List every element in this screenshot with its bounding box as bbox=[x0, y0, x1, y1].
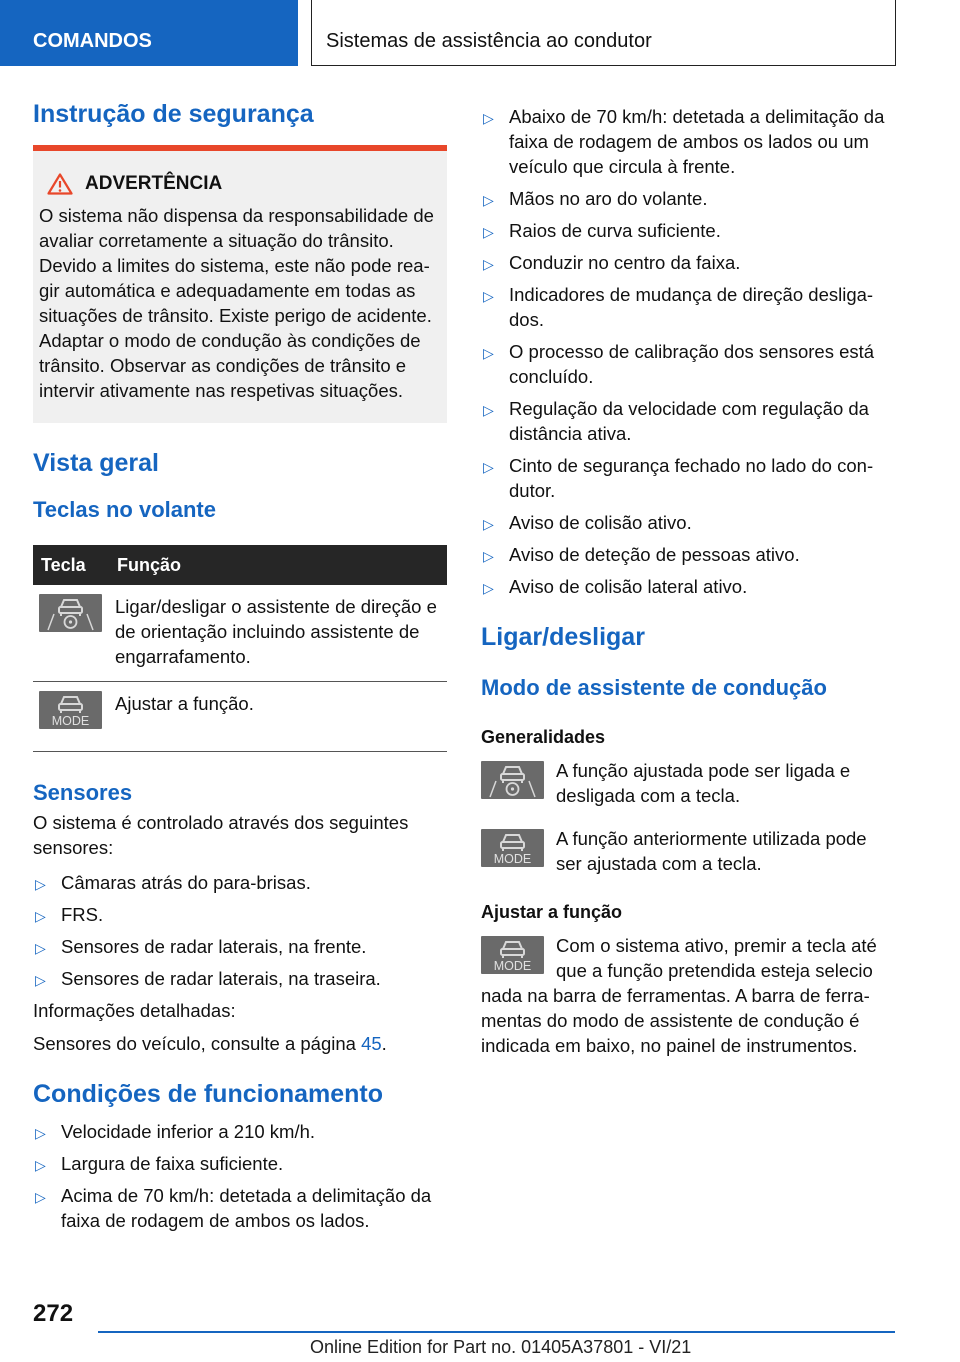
list-item: ▷ Sensores de radar laterais, na frente. bbox=[33, 934, 447, 959]
keys-table-header bbox=[33, 545, 447, 585]
list-item: ▷ Sensores de radar laterais, na traseira. bbox=[33, 966, 447, 991]
triangle-bullet-icon: ▷ bbox=[483, 402, 494, 418]
table-row bbox=[33, 682, 447, 752]
safety-title: Instrução de segurança bbox=[33, 100, 314, 128]
steering-assist-key-icon bbox=[39, 594, 102, 632]
triangle-bullet-icon: ▷ bbox=[35, 940, 46, 956]
list-item: ▷ Mãos no aro do volante. bbox=[481, 186, 895, 211]
right-column bbox=[481, 104, 895, 1058]
list-item: ▷ Acima de 70 km/h: detetada a delimitação da faixa de rodagem de ambos os lados. bbox=[35, 1185, 432, 1231]
general-title: Generalidades bbox=[481, 727, 606, 747]
details-label: Informações detalhadas: bbox=[33, 1000, 236, 1021]
triangle-bullet-icon: ▷ bbox=[483, 192, 494, 208]
triangle-bullet-icon: ▷ bbox=[35, 972, 46, 988]
adjust-text-a: Com o sistema ativo, premir a tecla até que a função pretendida esteja selecio bbox=[556, 935, 877, 981]
triangle-bullet-icon: ▷ bbox=[483, 110, 494, 126]
table-row bbox=[33, 585, 447, 682]
triangle-bullet-icon: ▷ bbox=[483, 288, 494, 304]
triangle-bullet-icon: ▷ bbox=[483, 345, 494, 361]
wheel-keys-title: Teclas no volante bbox=[33, 497, 216, 522]
col-function-header: Função bbox=[109, 545, 447, 585]
onoff-title: Ligar/desligar bbox=[481, 623, 645, 651]
warning-box bbox=[33, 145, 447, 423]
list-item: ▷ FRS. bbox=[33, 902, 447, 927]
details-ref: Sensores do veículo, consulte a página 45. bbox=[33, 1033, 387, 1054]
triangle-bullet-icon: ▷ bbox=[35, 908, 46, 924]
triangle-bullet-icon: ▷ bbox=[483, 256, 494, 272]
triangle-bullet-icon: ▷ bbox=[483, 516, 494, 532]
general-key-2-text: A função anteriormente utilizada pode ser ajustada com a tecla. bbox=[556, 828, 867, 874]
mode-key-icon bbox=[481, 936, 544, 974]
list-item: ▷ Regulação da velocidade com regulação da distância ativa. bbox=[483, 398, 869, 444]
warning-header bbox=[39, 173, 441, 195]
list-item: ▷ Câmaras atrás do para-brisas. bbox=[33, 870, 447, 895]
mode-key-icon bbox=[39, 691, 102, 729]
triangle-bullet-icon: ▷ bbox=[35, 876, 46, 892]
list-item: ▷ Velocidade inferior a 210 km/h. bbox=[33, 1119, 447, 1144]
mode-key-label: MODE bbox=[51, 714, 90, 728]
triangle-bullet-icon: ▷ bbox=[483, 224, 494, 240]
triangle-bullet-icon: ▷ bbox=[483, 459, 494, 475]
triangle-bullet-icon: ▷ bbox=[483, 548, 494, 564]
general-key-1-text: A função ajustada pode ser ligada e desligada com a tecla. bbox=[556, 760, 851, 806]
keys-table bbox=[33, 545, 447, 752]
triangle-bullet-icon: ▷ bbox=[35, 1157, 46, 1173]
list-item: ▷ Indicadores de mudança de direção desligados. bbox=[483, 284, 874, 330]
page-number: 272 bbox=[33, 1300, 74, 1327]
footer-edition: Online Edition for Part no. 01405A37801 - VI/21 bbox=[310, 1337, 692, 1357]
sensors-title: Sensores bbox=[33, 780, 133, 805]
general-key-2 bbox=[481, 826, 895, 876]
list-item: ▷ Cinto de segurança fechado no lado do condutor. bbox=[483, 455, 874, 501]
triangle-bullet-icon: ▷ bbox=[483, 580, 494, 596]
steering-assist-key-icon bbox=[481, 761, 544, 799]
list-item: ▷ Largura de faixa suficiente. bbox=[33, 1151, 447, 1176]
list-item: ▷ Aviso de colisão ativo. bbox=[481, 510, 895, 535]
adjust-title: Ajustar a função bbox=[481, 902, 623, 922]
warning-triangle-icon bbox=[47, 173, 73, 195]
adjust-key bbox=[481, 933, 895, 983]
list-item: ▷ O processo de calibração dos sensores está concluído. bbox=[483, 341, 875, 387]
triangle-bullet-icon: ▷ bbox=[35, 1125, 46, 1141]
overview-title: Vista geral bbox=[33, 449, 160, 477]
list-item: ▷ Aviso de colisão lateral ativo. bbox=[481, 574, 895, 599]
list-item: ▷ Abaixo de 70 km/h: detetada a delimitação da faixa de rodagem de ambos os lados ou um veículo que circula à frente. bbox=[483, 106, 885, 177]
adjust-text-b: nada na barra de ferramentas. A barra de ferramentas do modo de assistente de condução é indicada em baixo, no painel de instrumentos. bbox=[481, 985, 870, 1056]
triangle-bullet-icon: ▷ bbox=[35, 1189, 46, 1205]
mode-title: Modo de assistente de condução bbox=[481, 675, 827, 700]
page-link[interactable]: 45 bbox=[361, 1033, 382, 1054]
mode-key-label: MODE bbox=[493, 852, 532, 866]
header-section: COMANDOS bbox=[0, 0, 298, 66]
col-key-header: Tecla bbox=[33, 545, 109, 585]
list-item: ▷ Raios de curva suficiente. bbox=[481, 218, 895, 243]
warning-label: ADVERTÊNCIA bbox=[85, 173, 223, 194]
left-column bbox=[33, 100, 447, 1240]
conditions-title: Condições de funcionamento bbox=[33, 1080, 384, 1108]
footer-divider bbox=[98, 1331, 895, 1333]
mode-key-icon bbox=[481, 829, 544, 867]
list-item: ▷ Aviso de deteção de pessoas ativo. bbox=[481, 542, 895, 567]
sensors-intro: O sistema é controlado através dos seguintes sensores: bbox=[33, 812, 409, 858]
row-function: Ajustar a função. bbox=[109, 682, 447, 752]
row-function: Ligar/desligar o assistente de direção e de orientação incluindo assistente de engarrafamento. bbox=[109, 585, 447, 682]
mode-key-label: MODE bbox=[493, 959, 532, 973]
warning-text: O sistema não dispensa da responsabilidade de avaliar corretamente a situação do trânsito. Devido a limites do sistema, este não pode reagir automática e adequadamente em todas as situações de trânsito. Existe perigo de acidente. Adaptar o modo de condução às condições de trânsito. Observar as condições de trânsito e intervir ativamente nas respetivas situações. bbox=[39, 205, 434, 401]
sensors-list bbox=[33, 870, 447, 991]
conditions-list bbox=[33, 1119, 447, 1233]
header-chapter: Sistemas de assistência ao condutor bbox=[311, 0, 896, 66]
list-item: ▷ Conduzir no centro da faixa. bbox=[481, 250, 895, 275]
general-key-1 bbox=[481, 758, 895, 808]
conditions-list-continued bbox=[481, 104, 895, 599]
